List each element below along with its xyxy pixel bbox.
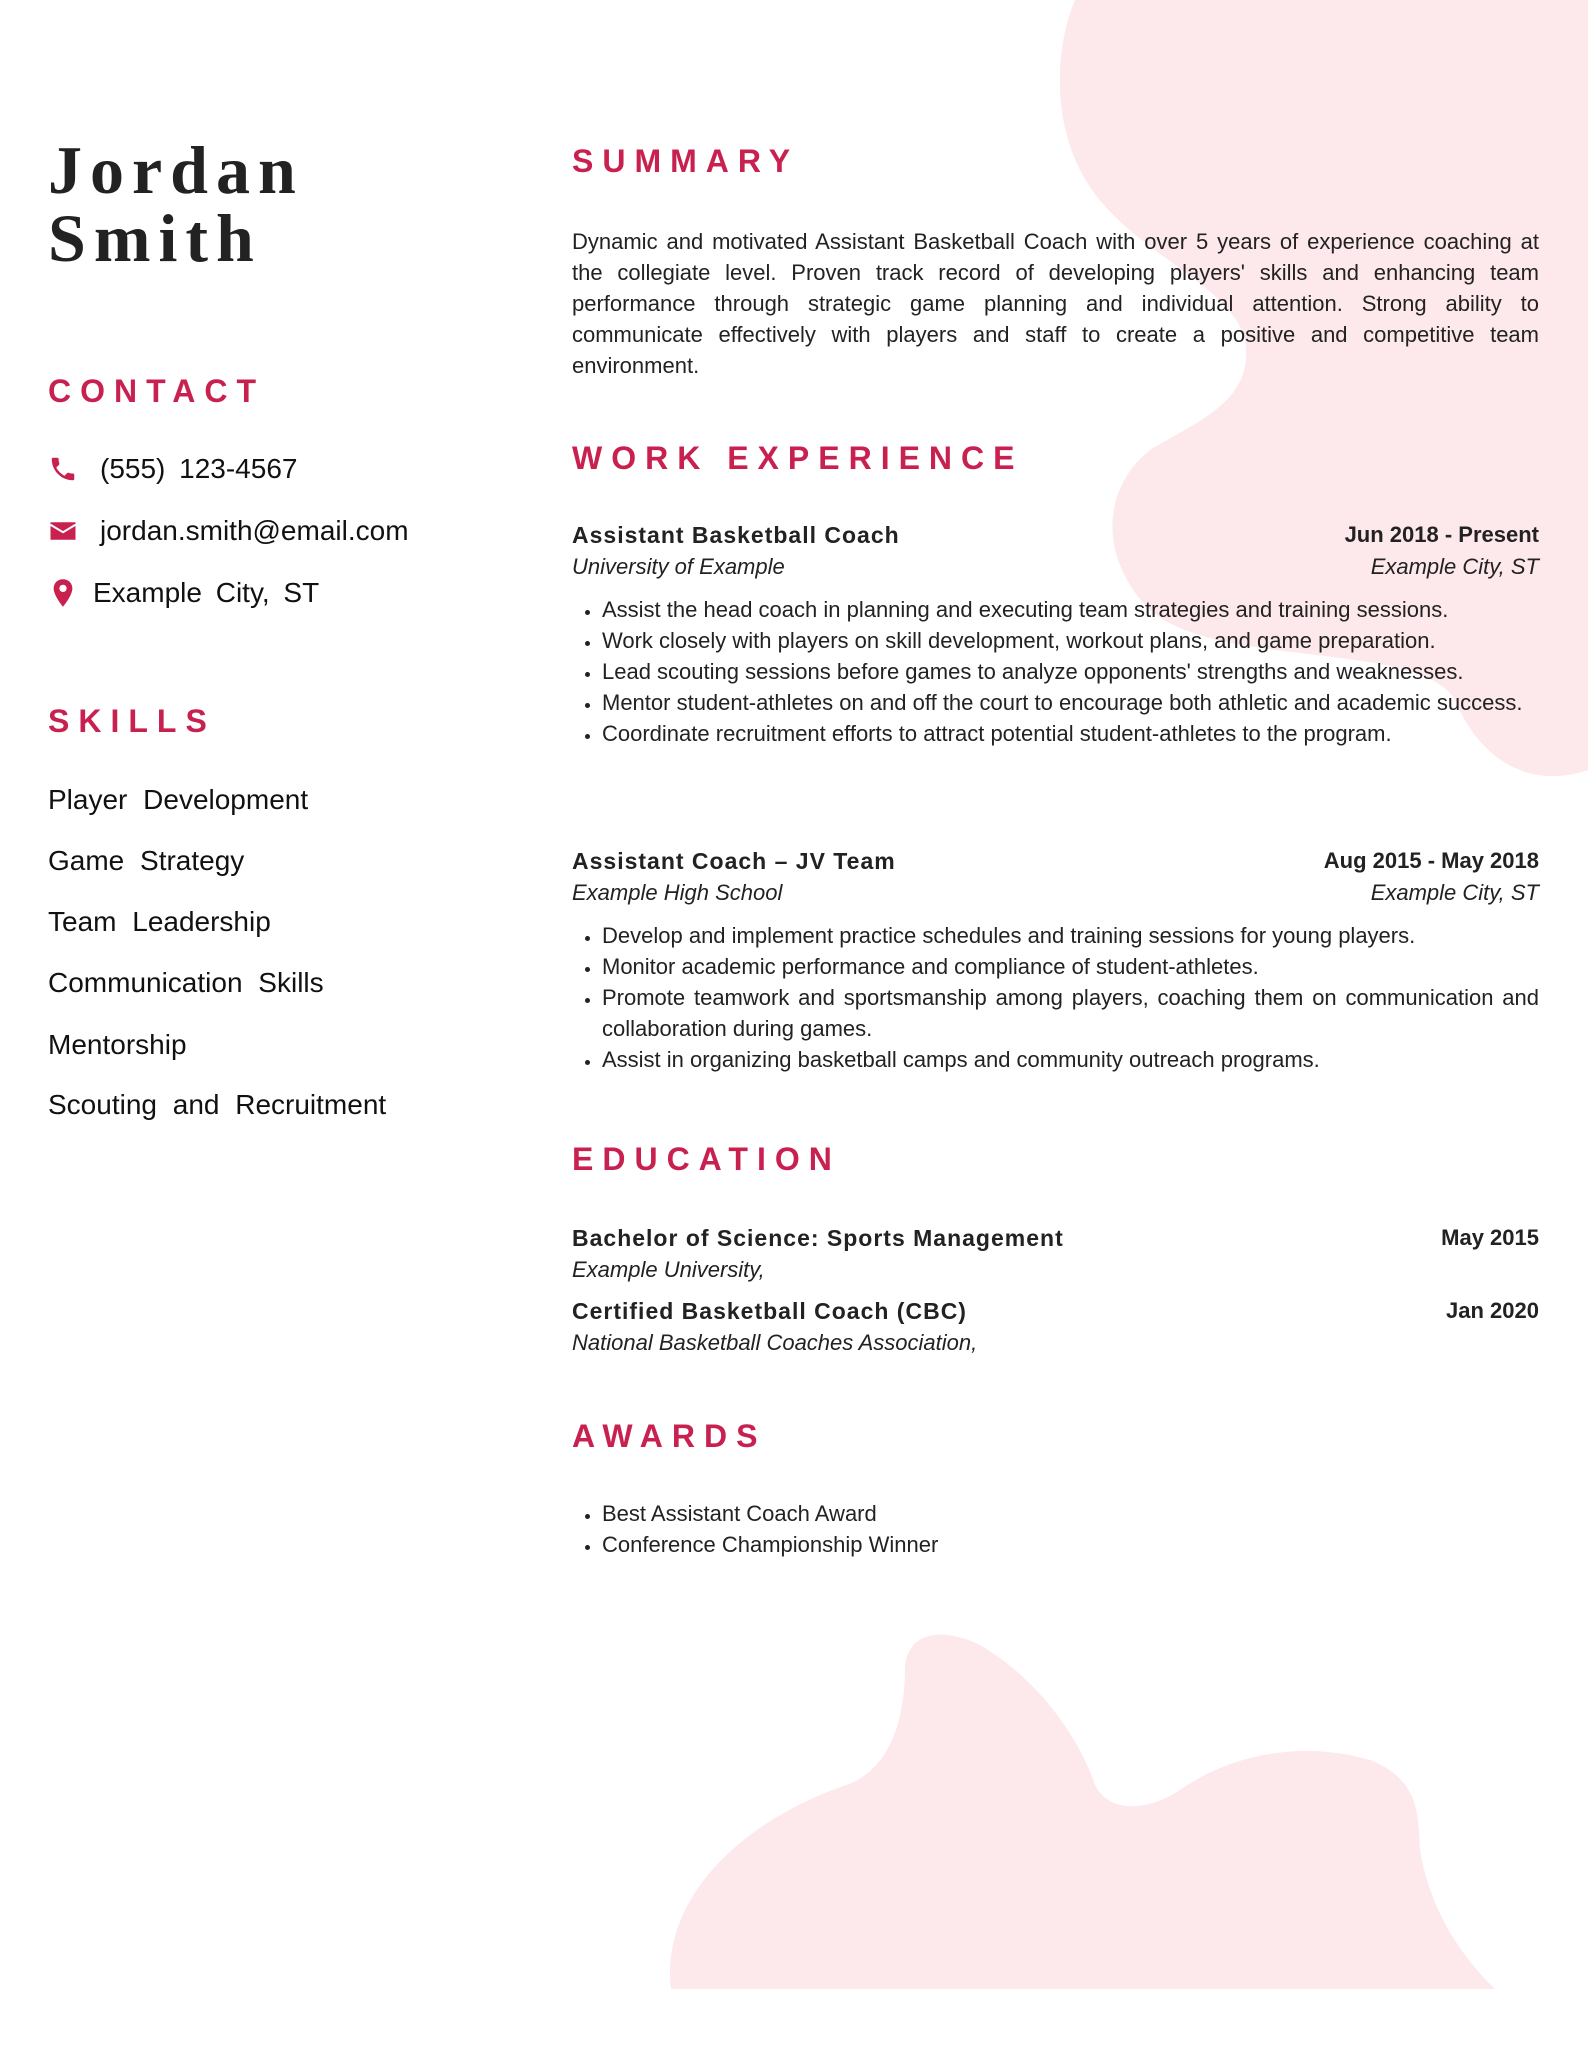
location-text: Example City, ST (93, 577, 320, 608)
awards-list (572, 1498, 1539, 1560)
job-entry (572, 519, 1539, 749)
bottom-blob (670, 1635, 1495, 1989)
job-org: University of Example (572, 554, 785, 579)
job-bullet: • Promote teamwork and sportsmanship among players, coaching them on communication and collaboration during games. (602, 982, 1539, 1044)
education-entry (572, 1295, 1539, 1359)
job-bullet: • Coordinate recruitment efforts to attract potential student-athletes to the program. (602, 718, 1539, 749)
job-entry (572, 845, 1539, 1075)
job-location: Example City, ST (1370, 880, 1539, 905)
skill-item: Mentorship (48, 1029, 187, 1060)
skill-item: Game Strategy (48, 845, 245, 876)
job-bullet: • Work closely with players on skill development, workout plans, and game preparation. (602, 625, 1539, 656)
award-item: • Best Assistant Coach Award (602, 1498, 1539, 1529)
job-dates: Jun 2018 - Present (1344, 522, 1539, 547)
last-name: Smith (48, 200, 262, 276)
contact-location (48, 573, 319, 613)
awards-heading: AWARDS (572, 1418, 767, 1454)
envelope-icon (48, 516, 78, 546)
email-text: jordan.smith@email.com (100, 515, 409, 546)
contact-phone[interactable] (48, 449, 297, 489)
job-bullet: • Monitor academic performance and compliance of student-athletes. (602, 951, 1539, 982)
job-title: Assistant Basketball Coach (572, 522, 900, 548)
candidate-name (48, 132, 304, 276)
work-heading: WORK EXPERIENCE (572, 440, 1024, 476)
education-heading: EDUCATION (572, 1141, 841, 1177)
summary-heading: SUMMARY (572, 143, 800, 179)
contact-email[interactable] (48, 511, 409, 551)
job-bullets (572, 920, 1539, 1075)
job-dates: Aug 2015 - May 2018 (1323, 848, 1539, 873)
degree-date: Jan 2020 (1446, 1298, 1539, 1323)
degree-org: National Basketball Coaches Association, (572, 1330, 978, 1355)
job-bullet: • Mentor student-athletes on and off the court to encourage both athletic and academic success. (602, 687, 1539, 718)
contact-heading: CONTACT (48, 373, 266, 409)
job-bullet: • Lead scouting sessions before games to analyze opponents' strengths and weaknesses. (602, 656, 1539, 687)
job-bullet: • Assist the head coach in planning and executing team strategies and training sessions. (602, 594, 1539, 625)
degree-title: Bachelor of Science: Sports Management (572, 1225, 1064, 1251)
summary-text: Dynamic and motivated Assistant Basketball Coach with over 5 years of experience coaching at the collegiate level. Proven track record of developing players' skills and enhancing team performance through strategic game planning and individual attention. Strong ability to communicate effectively with players and staff to create a positive and competitive team environment. (572, 229, 1539, 378)
job-bullet: • Assist in organizing basketball camps and community outreach programs. (602, 1044, 1539, 1075)
skill-item: Communication Skills (48, 967, 324, 998)
skill-item: Team Leadership (48, 906, 271, 937)
phone-text: (555) 123-4567 (100, 453, 298, 484)
skill-item: Player Development (48, 784, 309, 815)
degree-title: Certified Basketball Coach (CBC) (572, 1298, 967, 1324)
job-title: Assistant Coach – JV Team (572, 848, 896, 874)
job-org: Example High School (572, 880, 783, 905)
first-name: Jordan (48, 132, 304, 208)
award-item: • Conference Championship Winner (602, 1529, 1539, 1560)
job-location: Example City, ST (1370, 554, 1539, 579)
skills-heading: SKILLS (48, 703, 216, 739)
degree-org: Example University, (572, 1257, 765, 1282)
education-entry (572, 1222, 1539, 1286)
skill-item: Scouting and Recruitment (48, 1089, 387, 1120)
job-bullets (572, 594, 1539, 749)
degree-date: May 2015 (1441, 1225, 1539, 1250)
map-pin-icon (48, 578, 78, 608)
job-bullet: • Develop and implement practice schedules and training sessions for young players. (602, 920, 1539, 951)
phone-icon (48, 454, 78, 484)
